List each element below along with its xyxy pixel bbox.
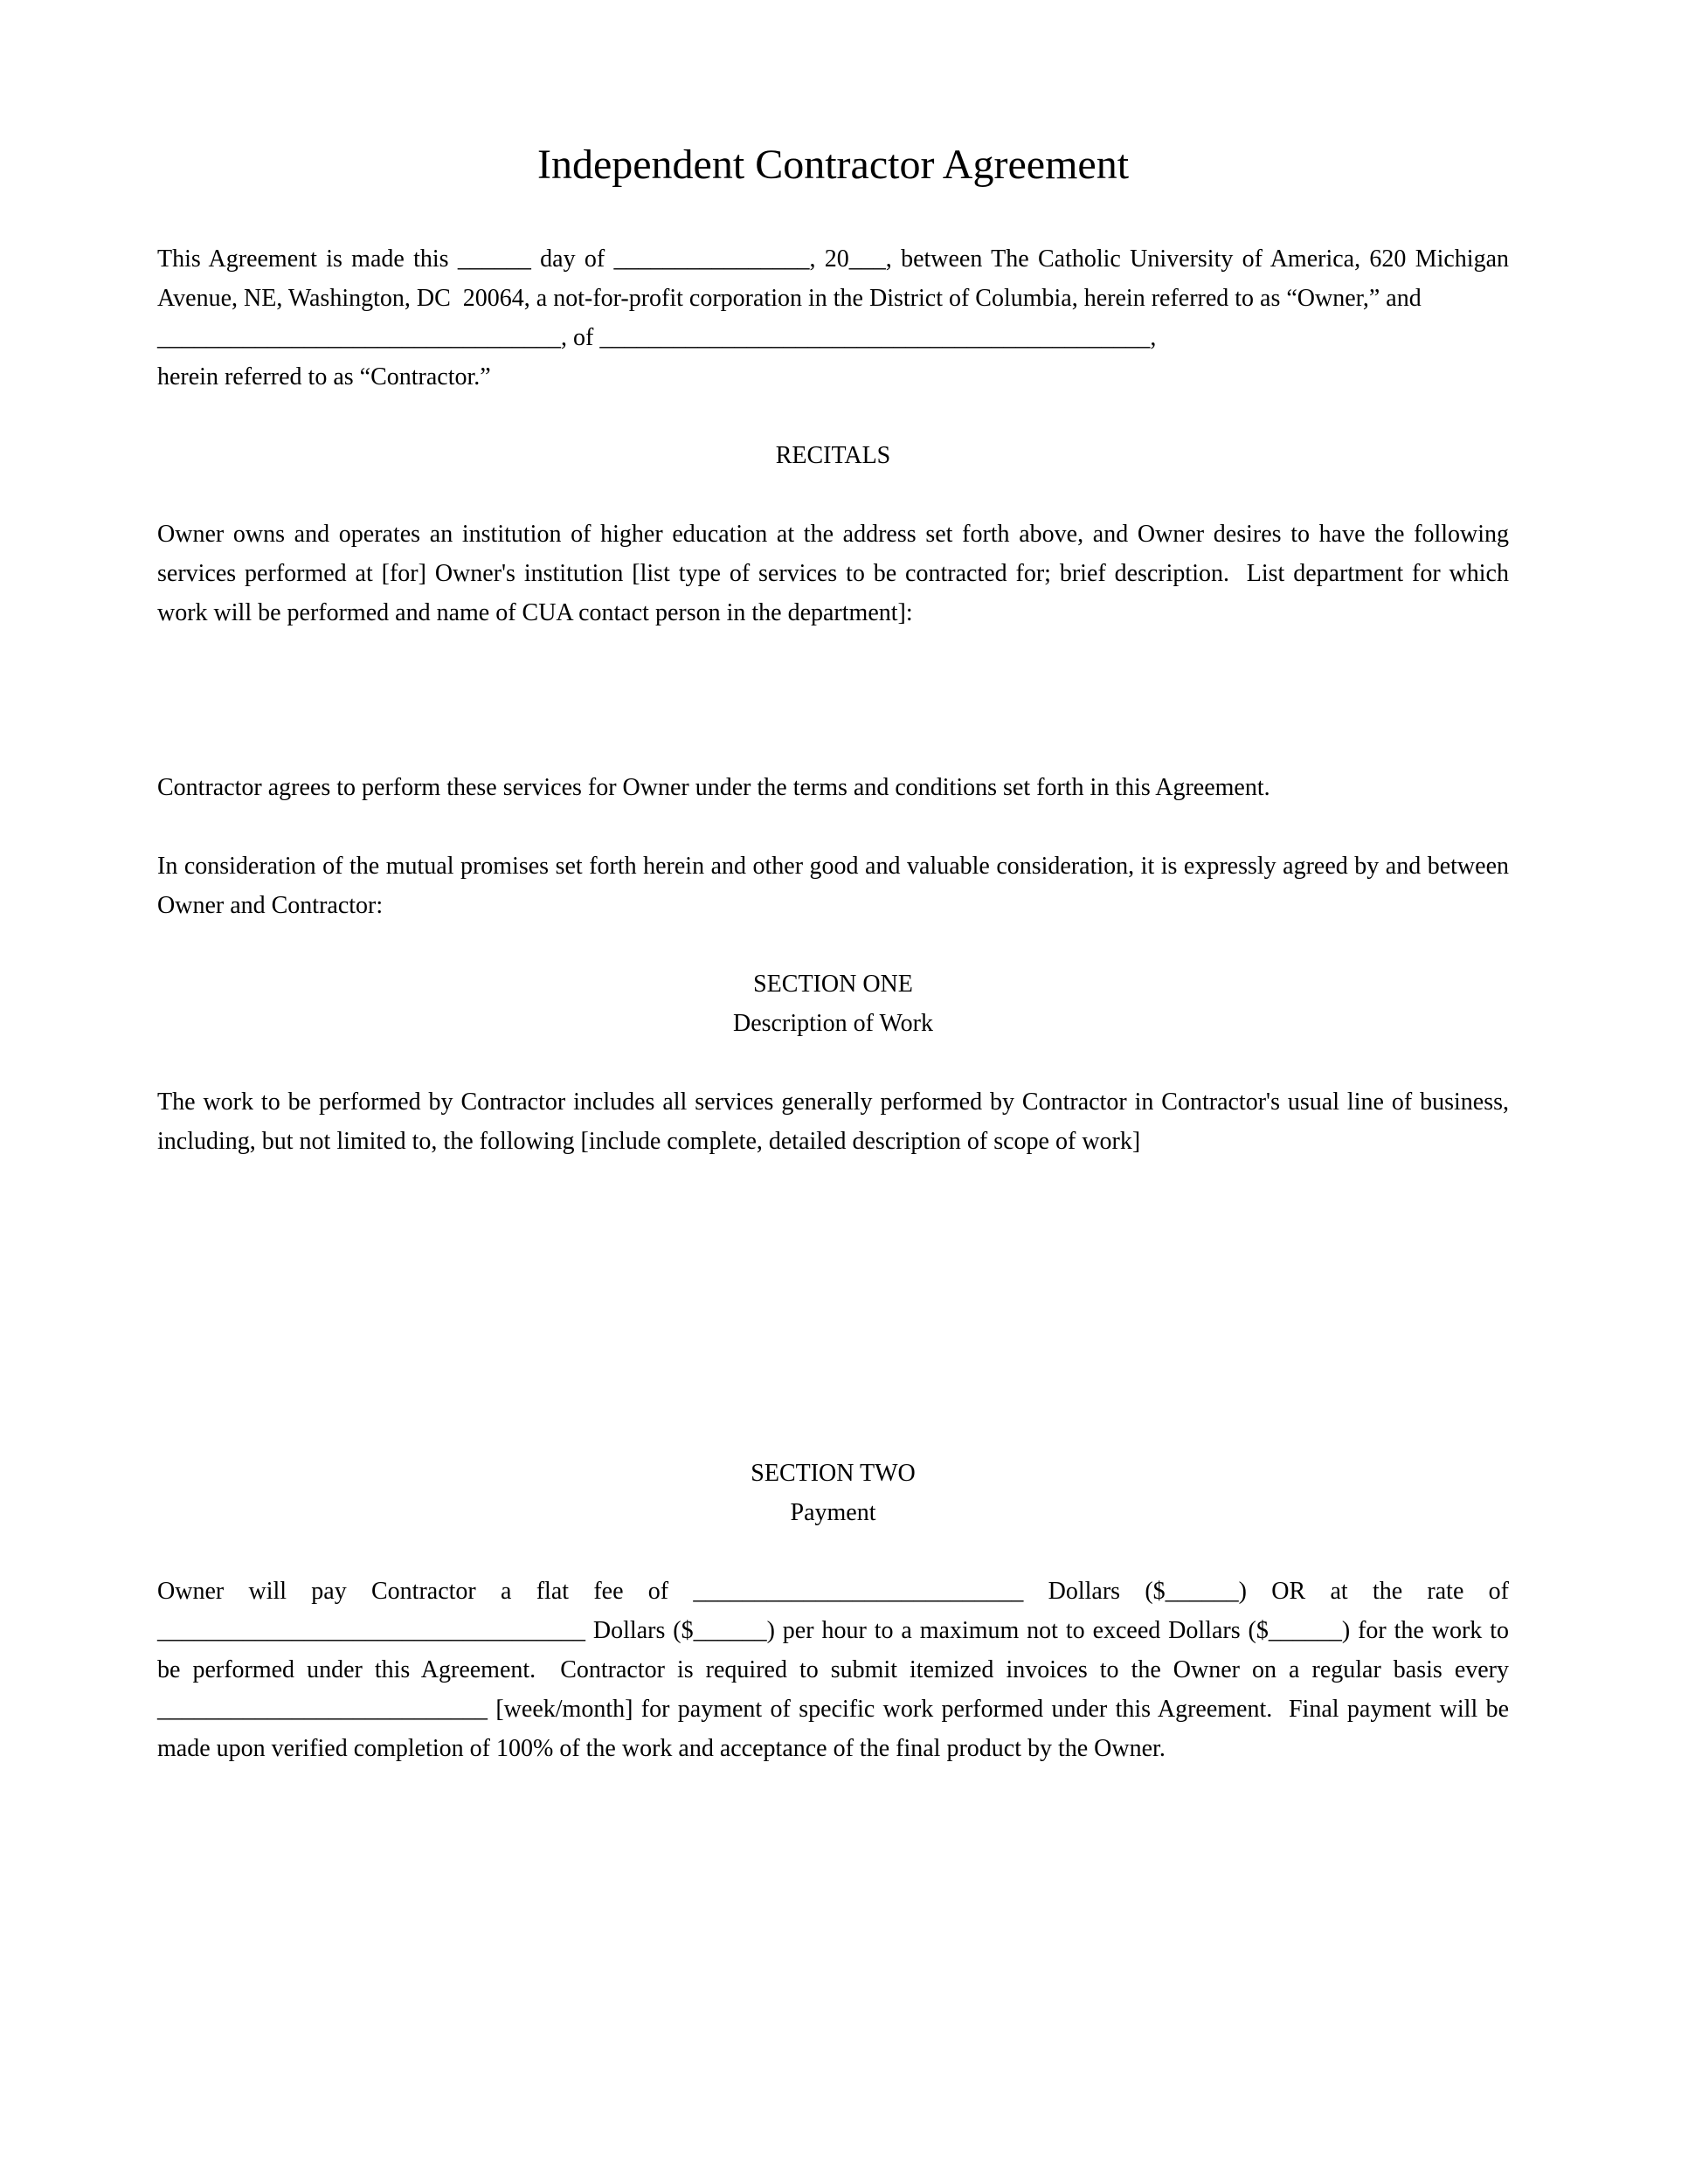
intro-paragraph: This Agreement is made this ______ day of ________________, 20___, between The Catholic University of America, 620 Michigan Avenue, NE, Washington, DC 20064, a not-for-profit corporation in the District of Columbia, herein referred to as “Owner,” and	[157, 245, 1509, 312]
blank-fill-space-services	[157, 632, 1509, 768]
recitals-paragraph-agrees: Contractor agrees to perform these services for Owner under the terms and conditions set forth in this Agreement.	[157, 773, 1270, 801]
section-two-heading: SECTION TWO	[751, 1459, 916, 1487]
section-one-subheading: Description of Work	[733, 1009, 933, 1037]
recitals-heading: RECITALS	[775, 441, 891, 469]
section-two-paragraph: Owner will pay Contractor a flat fee of ___________________________ Dollars ($______) OR at the rate of ___________________________________ Dollars ($______) per hour to a maximum not to exceed Dollars ($______) for the work to be performed under this Agreement. Contractor is required to submit itemized invoices to the Owner on a regular basis every ___________________________ [week/month] for payment of specific work performed under this Agreement. Final payment will be made upon verified completion of 100% of the work and acceptance of the final product by the Owner.	[157, 1577, 1509, 1762]
recitals-paragraph-services: Owner owns and operates an institution of higher education at the address set forth above, and Owner desires to have the following services performed at [for] Owner's institution [list type of services to be contracted for; brief description. List department for which work will be performed and name of CUA contact person in the department]:	[157, 520, 1509, 626]
recitals-paragraph-consideration: In consideration of the mutual promises set forth herein and other good and valuable consideration, it is expressly agreed by and between Owner and Contractor:	[157, 852, 1509, 919]
section-two-subheading: Payment	[790, 1498, 876, 1526]
blank-fill-space-scope-of-work	[157, 1161, 1509, 1414]
intro-blank-line: _________________________________, of _____________________________________________,	[157, 323, 1157, 351]
intro-contractor-line: herein referred to as “Contractor.”	[157, 363, 491, 390]
section-one-heading: SECTION ONE	[753, 970, 913, 998]
document-title: Independent Contractor Agreement	[536, 142, 1130, 188]
section-one-paragraph: The work to be performed by Contractor includes all services generally performed by Contractor in Contractor's usual line of business, including, but not limited to, the following [include complete, detailed description of scope of work]	[157, 1088, 1509, 1155]
